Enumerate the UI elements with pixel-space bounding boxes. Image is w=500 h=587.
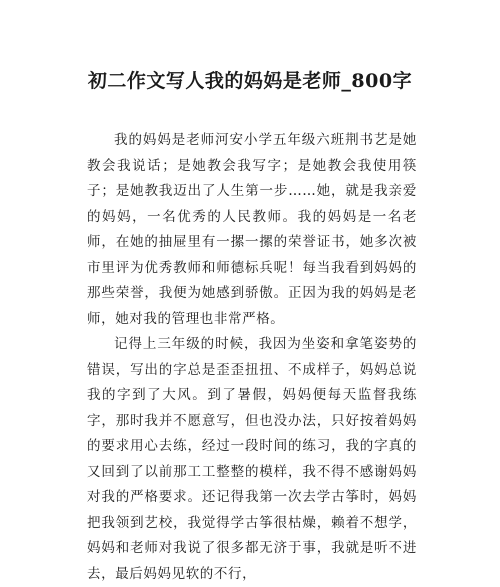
document-body [87,128,417,587]
paragraph: 记得上三年级的时候，我因为坐姿和拿笔姿势的错误，写出的字总是歪歪扭扭、不成样子，妈妈总说我的字到了大风。到了暑假，妈妈便每天监督我练字，那时我并不愿意写，但也没办法，只好按着妈妈的要求用心去练，经过一段时间的练习，我的字真的又回到了以前那工工整整的模样，我不得不感谢妈妈对我的严格要求。还记得我第一次去学古筝时，妈妈把我领到艺校，我觉得学古筝很枯燥，赖着不想学，妈妈和老师对我说了很多都无济于事，我就是听不进去，最后妈妈见软的不行， [87,336,417,582]
paragraph: 我的妈妈是老师河安小学五年级六班荆书艺是她教会我说话；是她教会我写字；是她教会我使用筷子；是她教我迈出了人生第一步……她，就是我亲爱的妈妈，一名优秀的人民教师。我的妈妈是一名老师，在她的抽屉里有一摞一摞的荣誉证书，她多次被市里评为优秀教师和师德标兵呢！每当我看到妈妈的那些荣誉，我便为她感到骄傲。正因为我的妈妈是老师，她对我的管理也非常严格。 [87,132,417,327]
document-title: 初二作文写人我的妈妈是老师_800字 [87,70,413,92]
